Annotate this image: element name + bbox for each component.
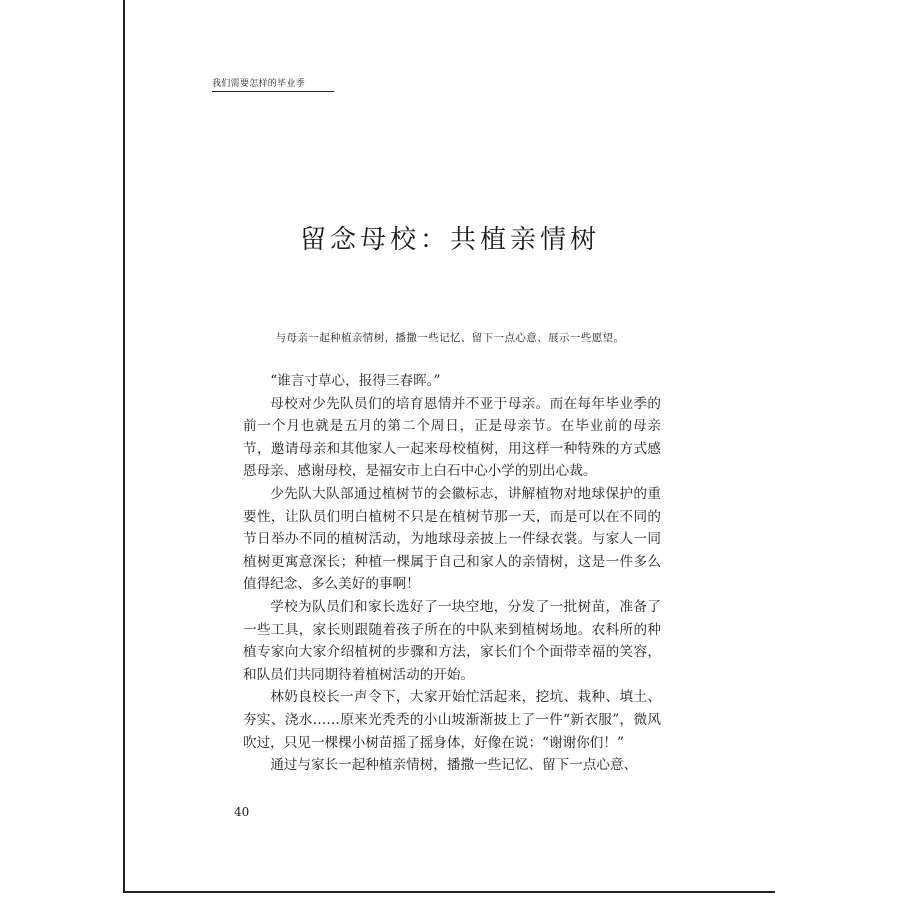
paragraph: 少先队大队部通过植树节的会徽标志，讲解植物对地球保护的重要性，让队员们明白植树不只是在植树节那一天，而是可以在不同的节日举办不同的植树活动，为地球母亲披上一件绿衣裳。与家人一同植树更寓意深长；种植一棵属于自己和家人的亲情树，这是一件多么值得纪念、多么美好的事啊！ (243, 485, 661, 593)
page-number: 40 (234, 805, 250, 819)
running-header: 我们需要怎样的毕业季 (212, 76, 334, 92)
article-subtitle: 与母亲一起种植亲情树，播撒一些记忆、留下一点心意、展示一些愿望。 (275, 332, 625, 344)
paragraph: 母校对少先队员们的培育恩情并不亚于母亲。而在每年毕业季的前一个月也就是五月的第二个周日，正是母亲节。在毕业前的母亲节，邀请母亲和其他家人一起来母校植树，用这样一种特殊的方式感恩母亲、感谢母校，是福安市上白石中心小学的别出心裁。 (243, 395, 661, 480)
article-body (243, 370, 661, 777)
paragraph: 林奶良校长一声令下，大家开始忙活起来，挖坑、栽种、填土、夯实、浇水……原来光秃秃的小山坡渐渐披上了一件“新衣服”，微风吹过，只见一棵棵小树苗摇了摇身体，好像在说：“谢谢你们！” (243, 689, 661, 751)
paragraph: 学校为队员们和家长选好了一块空地，分发了一批树苗，准备了一些工具，家长则跟随着孩子所在的中队来到植树场地。农科所的种植专家向大家介绍植树的步骤和方法，家长们个个面带幸福的笑容，和队员们共同期待着植树活动的开始。 (243, 598, 661, 683)
page-bottom-border (123, 891, 775, 893)
article-title: 留念母校：共植亲情树 (299, 225, 600, 256)
page-left-border (123, 0, 125, 893)
paragraph: 通过与家长一起种植亲情树，播撒一些记忆、留下一点心意、 (270, 757, 638, 774)
paragraph: “谁言寸草心，报得三春晖。” (270, 373, 441, 389)
